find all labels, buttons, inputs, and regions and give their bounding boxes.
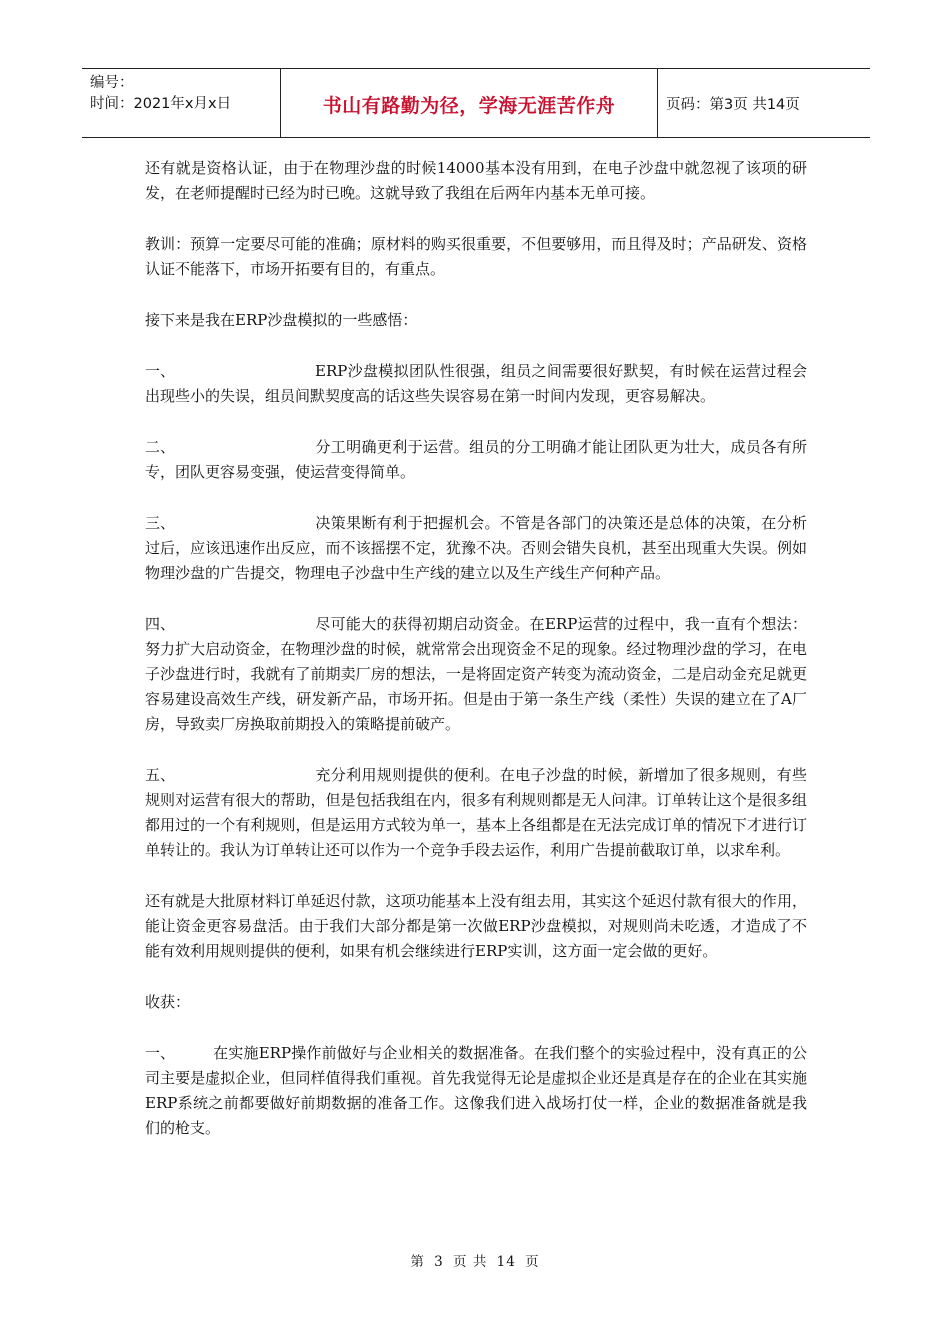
list-item [145,612,807,737]
footer-total: 14 [496,1254,516,1270]
header-page-info: 页码：第3页 共14页 [666,97,800,113]
list-item [145,435,807,485]
header-table [82,68,870,138]
list-text: 在实施ERP操作前做好与企业相关的数据准备。在我们整个的实验过程中，没有真正的公司主要是虚拟企业，但同样值得我们重视。首先我觉得无论是虚拟企业还是真是存在的企业在其实施ERP系统之前都要做好前期数据的准备工作。这像我们进入战场打仗一样，企业的数据准备就是我们的枪支。 [145,1044,807,1137]
list-item [145,511,807,586]
list-text: 充分利用规则提供的便利。在电子沙盘的时候，新增加了很多规则，有些规则对运营有很大的帮助，但是包括我组在内，很多有利规则都是无人问津。订单转让这个是很多组都用过的一个有利规则，但是运用方式较为单一，基本上各组都是在无法完成订单的情况下才进行订单转让的。我认为订单转让还可以作为一个竞争手段去运作，利用广告提前截取订单，以求牟利。 [145,766,807,859]
list-number: 一、 [145,1044,176,1062]
list-number: 三、 [145,514,176,532]
page-footer [0,1250,950,1270]
header-motto: 书山有路勤为径，学海无涯苦作舟 [322,95,616,117]
list-text: 决策果断有利于把握机会。不管是各部门的决策还是总体的决策，在分析过后，应该迅速作出反应，而不该摇摆不定，犹豫不决。否则会错失良机，甚至出现重大失误。例如物理沙盘的广告提交，物理电子沙盘中生产线的建立以及生产线生产何种产品。 [145,514,807,582]
header-meta [90,73,231,115]
number-label: 编号： [90,75,134,91]
header-divider [657,69,658,137]
footer-page: 3 [434,1254,444,1270]
list-text: 分工明确更利于运营。组员的分工明确才能让团队更为壮大，成员各有所专，团队更容易变强，使运营变得简单。 [145,438,807,481]
footer-middle: 页 共 [453,1254,488,1270]
list-text: 尽可能大的获得初期启动资金。在ERP运营的过程中，我一直有个想法：努力扩大启动资金，在物理沙盘的时候，就常常会出现资金不足的现象。经过物理沙盘的学习，在电子沙盘进行时，我就有了前期卖厂房的想法，一是将固定资产转变为流动资金，二是启动金充足就更容易建设高效生产线，研发新产品，市场开拓。但是由于第一条生产线（柔性）失误的建立在了A厂房，导致卖厂房换取前期投入的策略提前破产。 [145,615,807,733]
list-number: 五、 [145,766,176,784]
list-number: 四、 [145,615,176,633]
paragraph: 还有就是大批原材料订单延迟付款，这项功能基本上没有组去用，其实这个延迟付款有很大的作用，能让资金更容易盘活。由于我们大部分都是第一次做ERP沙盘模拟，对规则尚未吃透，才造成了不能有效利用规则提供的便利，如果有机会继续进行ERP实训，这方面一定会做的更好。 [145,892,807,960]
list-text: ERP沙盘模拟团队性很强，组员之间需要很好默契，有时候在运营过程会出现些小的失误，组员间默契度高的话这些失误容易在第一时间内发现，更容易解决。 [145,362,807,405]
paragraph: 还有就是资格认证，由于在物理沙盘的时候14000基本没有用到，在电子沙盘中就忽视了该项的研发，在老师提醒时已经为时已晚。这就导致了我组在后两年内基本无单可接。 [145,159,807,202]
paragraph: 接下来是我在ERP沙盘模拟的一些感悟： [145,311,418,329]
list-number: 一、 [145,362,176,380]
paragraph: 收获： [145,993,191,1011]
list-item [145,763,807,863]
document-body [145,156,807,1167]
footer-prefix: 第 [410,1254,425,1270]
paragraph: 教训：预算一定要尽可能的准确；原材料的购买很重要，不但要够用，而且得及时；产品研发、资格认证不能落下，市场开拓要有目的，有重点。 [145,235,807,278]
date-label: 时间：2021年x月x日 [90,96,232,112]
list-item [145,1041,807,1141]
list-number: 二、 [145,438,176,456]
list-item [145,359,807,409]
footer-suffix: 页 [525,1254,540,1270]
